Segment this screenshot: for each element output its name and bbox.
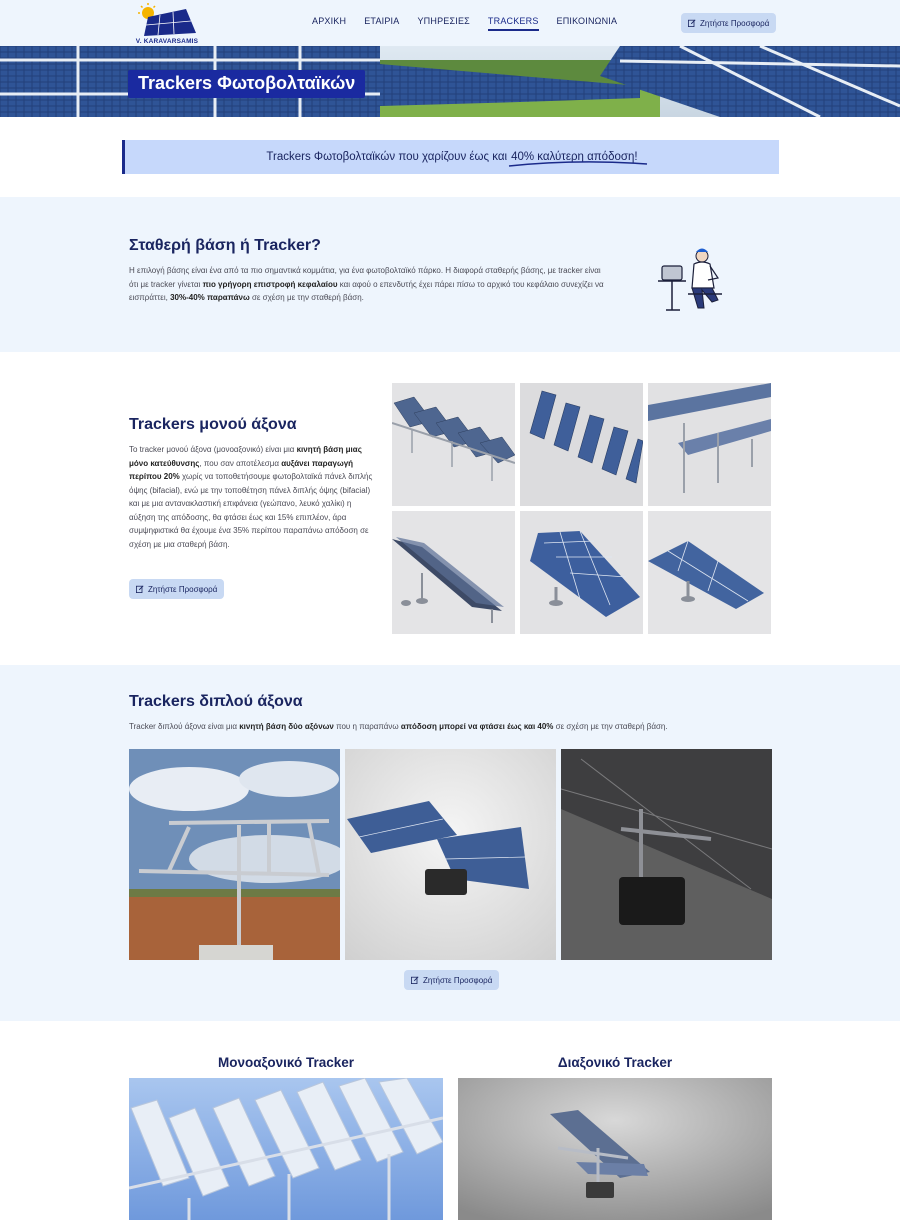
single-axis-render-6[interactable] <box>648 511 771 634</box>
dual-axis-quote-label: Ζητήστε Προσφορά <box>423 975 493 985</box>
main-nav <box>312 16 635 31</box>
nav-item-services[interactable]: ΥΠΗΡΕΣΙΕΣ <box>417 16 470 26</box>
dual-axis-site-photo[interactable] <box>129 749 340 960</box>
thinking-person-illustration <box>658 244 728 314</box>
edit-icon <box>688 19 696 27</box>
request-quote-button[interactable] <box>681 13 776 33</box>
page-title: Trackers Φωτοβολταϊκών <box>128 70 365 98</box>
underline-swoosh-icon <box>507 160 649 168</box>
dual-axis-tracker-render[interactable] <box>458 1078 772 1220</box>
single-axis-heading: Trackers μονού άξονα <box>129 416 297 433</box>
banner-text: Trackers Φωτοβολταϊκών που χαρίζουν έως και <box>266 151 508 163</box>
request-quote-label: Ζητήστε Προσφορά <box>700 18 770 28</box>
site-header <box>0 0 900 46</box>
fixed-vs-tracker-text: Η επιλογή βάσης είναι ένα από τα πιο σημαντικά κομμάτια, για ένα φωτοβολταϊκό πάρκο. Η διαφορά σταθερής βάσης, με tracker είναι ότι με tracker γίνεται πιο γρήγορη επιστροφή κεφαλαίου και αφού ο επενδυτής έχει πάρει πίσω το αρχικό του κεφάλαιο συνεχίζει να εισπράττει, 30%-40% παραπάνω σε σχέση με την σταθερή βάση. <box>129 266 604 302</box>
nav-item-company[interactable]: ΕΤΑΙΡΙΑ <box>364 16 400 26</box>
single-axis-render-4[interactable] <box>392 511 515 634</box>
hero-banner-image <box>0 46 900 117</box>
nav-item-contact[interactable]: ΕΠΙΚΟΙΝΩΝΙΑ <box>556 16 618 26</box>
single-axis-render-5[interactable] <box>520 511 643 634</box>
edit-icon <box>136 585 144 593</box>
company-logo[interactable] <box>134 3 200 45</box>
nav-item-trackers[interactable]: TRACKERS <box>488 16 539 31</box>
banner-highlight <box>511 151 638 163</box>
single-axis-render-2[interactable] <box>520 383 643 506</box>
single-axis-column-title: Μονοαξονικό Tracker <box>217 1055 354 1070</box>
dual-axis-heading: Trackers διπλού άξονα <box>129 693 303 710</box>
dual-axis-quote-button[interactable] <box>404 970 499 990</box>
sun-panel-logo-icon <box>134 3 200 37</box>
dual-axis-text: Tracker διπλού άξονα είναι μια κινητή βάση δύο αξόνων που η παραπάνω απόδοση μπορεί να φτάσει έως και 40% σε σχέση με την σταθερή βάση. <box>129 722 668 731</box>
edit-icon <box>411 976 419 984</box>
single-axis-tracker-render[interactable] <box>129 1078 443 1220</box>
dual-axis-render-1[interactable] <box>345 749 556 960</box>
single-axis-render-3[interactable] <box>648 383 771 506</box>
logo-wordmark: V. KARAVARSAMIS <box>135 38 199 45</box>
single-axis-text: Το tracker μονού άξονα (μονοαξονικό) είναι μια κινητή βάση μιας μόνο κατεύθυνσης, που σαν αποτέλεσμα αυξάνει παραγωγή περίπου 20% χωρίς να τοποθετήσουμε φωτοβολταϊκά πάνελ διπλής όψης (bifacial), ενώ με την τοποθέτηση πάνελ διπλής όψης (bifacial) και με μια αντανακλαστική επιφάνεια (γεώπανο, λευκό χαλίκι) η αύξηση της απόδοσης, θα φτάσει έως και 15% επιπλέον, άρα συμψηφιστικά θα έχουμε ένα 35% περίπου παραπάνω απόδοση σε σχέση με μια σταθερή βάση. <box>129 445 373 549</box>
single-axis-render-1[interactable] <box>392 383 515 506</box>
dual-axis-column-title: Διαξονικό Tracker <box>557 1055 673 1070</box>
nav-item-home[interactable]: ΑΡΧΙΚΗ <box>312 16 347 26</box>
single-axis-quote-label: Ζητήστε Προσφορά <box>148 584 218 594</box>
dual-axis-render-2[interactable] <box>561 749 772 960</box>
banner-highlight-text: 40% καλύτερη απόδοση! <box>511 151 638 163</box>
single-axis-quote-button[interactable] <box>129 579 224 599</box>
headline-banner <box>122 140 779 174</box>
fixed-vs-tracker-heading: Σταθερή βάση ή Tracker? <box>129 237 321 254</box>
